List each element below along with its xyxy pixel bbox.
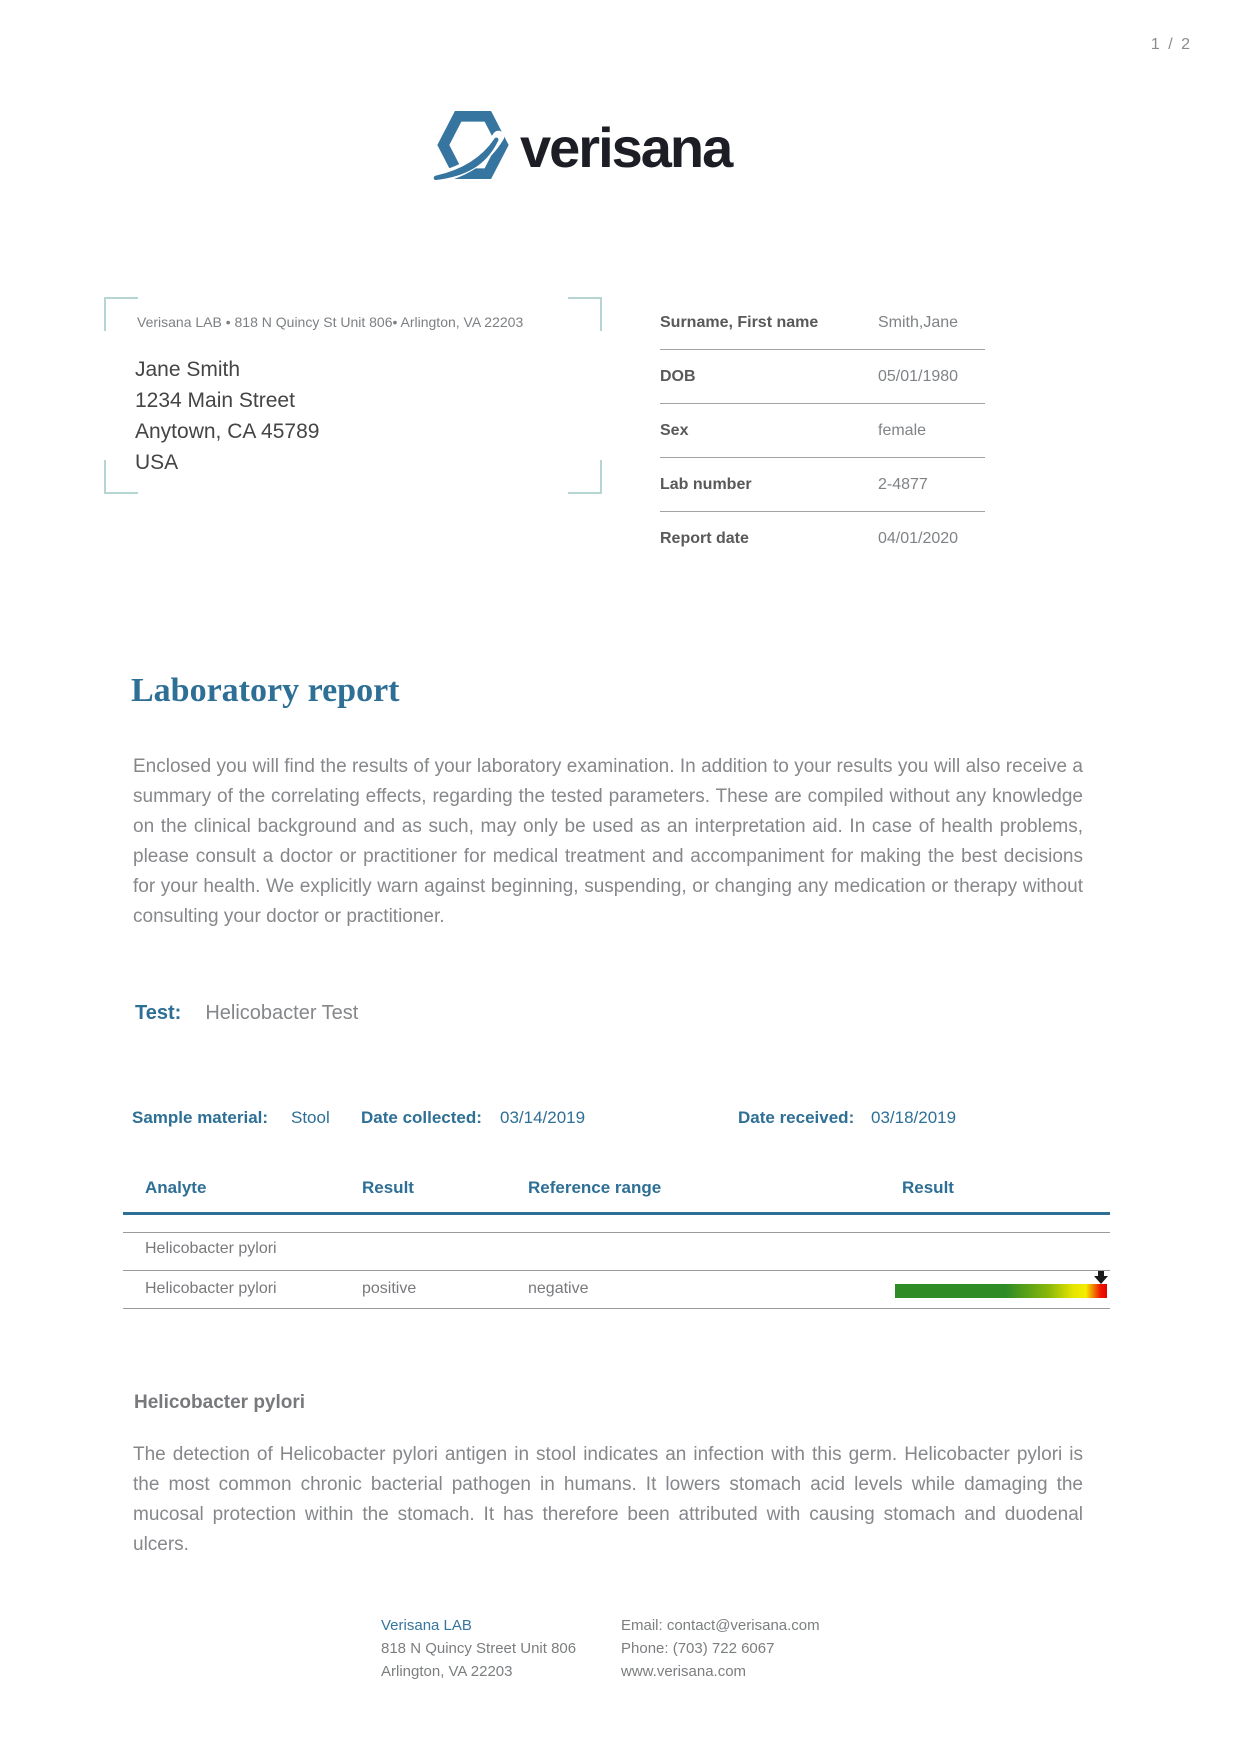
patient-value: 04/01/2020 [878,529,959,547]
column-header-reference: Reference range [528,1178,662,1197]
footer-email: Email: contact@verisana.com [621,1617,820,1634]
results-table [123,1178,1110,1310]
recipient-name: Jane Smith [135,358,241,381]
recipient-address [135,354,319,478]
result-gradient-bar [895,1284,1107,1298]
column-header-result-bar: Result [902,1178,954,1197]
footer-lab-address [381,1614,576,1683]
patient-value: 2-4877 [878,475,928,493]
page-title: Laboratory report [131,672,400,709]
date-collected-value: 03/14/2019 [500,1108,586,1127]
table-row [660,404,985,458]
test-line [135,1002,358,1025]
footer-phone: Phone: (703) 722 6067 [621,1640,775,1657]
sample-material-label: Sample material: [132,1108,269,1127]
interpretation-paragraph: The detection of Helicobacter pylori antigen in stool indicates an infection with this germ. Helicobacter pylori is the most common chronic bacterial pathogen in humans. It lowers stomach acid levels while damaging the mucosal protection within the stomach. It has therefore been attributed with causing stomach and duodenal ulcers. [133,1444,1083,1555]
date-collected-label: Date collected: [361,1108,482,1127]
page-number: 1 / 2 [1150,36,1192,53]
report-intro-paragraph: Enclosed you will find the results of your laboratory examination. In addition to your results you will also receive a summary of the correlating effects, regarding the tested parameters. These are compiled without any knowledge on the clinical background and as such, may only be used as an interpretation aid. In case of health problems, please consult a doctor or practitioner for medical treatment and accompaniment for making the best decisions for your health. We explicitly warn against beginning, suspending, or changing any medication or therapy without consulting your doctor or practitioner. [133,756,1083,927]
table-row-rule [123,1270,1110,1271]
patient-info-table [660,296,985,565]
crop-mark-bottom-right [568,460,602,494]
recipient-street: 1234 Main Street [135,389,295,412]
crop-mark-bottom-left [104,460,138,494]
patient-label: DOB [660,367,696,385]
table-row [660,458,985,512]
test-value: Helicobacter Test [205,1002,359,1024]
test-label: Test: [135,1002,182,1024]
table-bottom-rule [123,1308,1110,1309]
brand-wordmark: verisana [520,115,732,179]
result-marker-arrow-icon [1094,1271,1108,1284]
result-value: positive [362,1280,417,1297]
analyte-group-label: Helicobacter pylori [145,1240,277,1257]
patient-label: Sex [660,421,689,439]
footer-contact [621,1614,820,1683]
footer-city: Arlington, VA 22203 [381,1663,513,1680]
footer-lab-name: Verisana LAB [381,1617,472,1634]
recipient-country: USA [135,451,179,474]
patient-label: Report date [660,529,749,547]
date-received-value: 03/18/2019 [871,1108,957,1127]
crop-mark-top-left [104,297,138,331]
patient-label: Surname, First name [660,313,819,331]
table-row [660,350,985,404]
recipient-city: Anytown, CA 45789 [135,420,320,443]
crop-mark-top-right [568,297,602,331]
patient-value: female [878,421,927,439]
column-header-result: Result [362,1178,414,1197]
column-header-analyte: Analyte [145,1178,207,1197]
verisana-logo [433,110,731,185]
footer-street: 818 N Quincy Street Unit 806 [381,1640,577,1657]
footer-website: www.verisana.com [621,1663,747,1680]
table-row [660,512,985,565]
verisana-hexagon-icon [433,110,513,185]
table-header-rule [123,1212,1110,1215]
interpretation-heading: Helicobacter pylori [134,1392,306,1413]
analyte-name: Helicobacter pylori [145,1280,277,1297]
reference-value: negative [528,1280,589,1297]
patient-label: Lab number [660,475,752,493]
sample-material-value: Stool [291,1108,330,1127]
date-received-label: Date received: [738,1108,855,1127]
table-row [660,296,985,350]
patient-value: 05/01/1980 [878,367,959,385]
table-row-rule [123,1232,1110,1233]
sender-address-line: Verisana LAB • 818 N Quincy St Unit 806• Arlington, VA 22203 [137,314,524,330]
patient-value: Smith,Jane [878,313,959,331]
